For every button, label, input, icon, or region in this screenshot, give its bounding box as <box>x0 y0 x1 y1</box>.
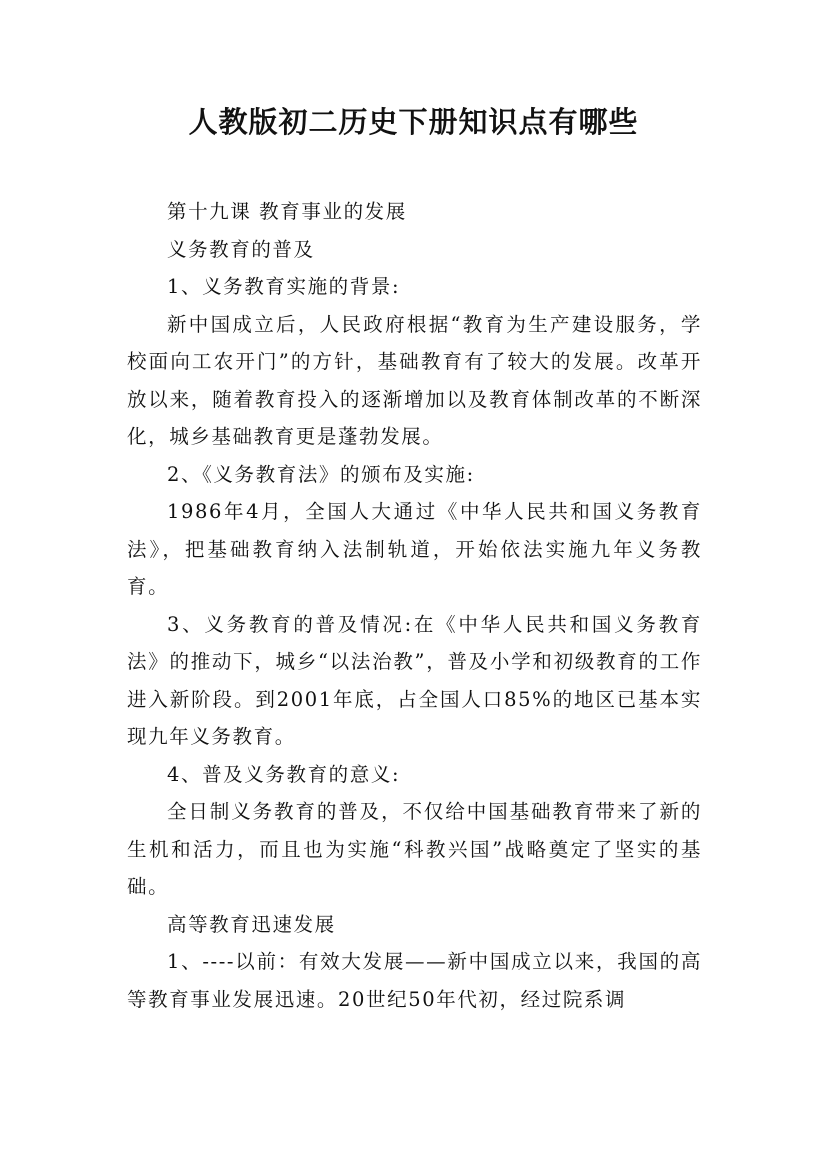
document-title: 人教版初二历史下册知识点有哪些 <box>188 105 639 139</box>
lesson-heading: 第十九课 教育事业的发展 <box>166 200 407 223</box>
document-body <box>127 193 702 1018</box>
subsection-heading: 2、《义务教育法》的颁布及实施: <box>166 462 475 486</box>
section-heading: 义务教育的普及 <box>166 237 315 261</box>
subsection-heading: 1、义务教育实施的背景: <box>166 275 401 298</box>
paragraph: 新中国成立后，人民政府根据“教育为生产建设服务，学校面向工农开门”的方针，基础教育有了较大的发展。改革开放以来，随着教育投入的逐渐增加以及教育体制改革的不断深化，城乡基础教育更是蓬勃发展。 <box>127 312 702 448</box>
paragraph: 全日制义务教育的普及，不仅给中国基础教育带来了新的生机和活力，而且也为实施“科教兴国”战略奠定了坚实的基础。 <box>127 800 702 898</box>
paragraph: 3、义务教育的普及情况:在《中华人民共和国义务教育法》的推动下，城乡“以法治教”，普及小学和初级教育的工作进入新阶段。到2001年底，占全国人口85%的地区已基本实现九年义务教育。 <box>127 612 702 748</box>
subsection-heading: 4、普及义务教育的意义: <box>166 762 401 786</box>
section-heading: 高等教育迅速发展 <box>166 912 336 936</box>
paragraph: 1、----以前：有效大发展——新中国成立以来，我国的高等教育事业发展迅速。20世纪50年代初，经过院系调 <box>127 950 702 1011</box>
paragraph: 1986年4月，全国人大通过《中华人民共和国义务教育法》，把基础教育纳入法制轨道，开始依法实施九年义务教育。 <box>127 500 702 598</box>
